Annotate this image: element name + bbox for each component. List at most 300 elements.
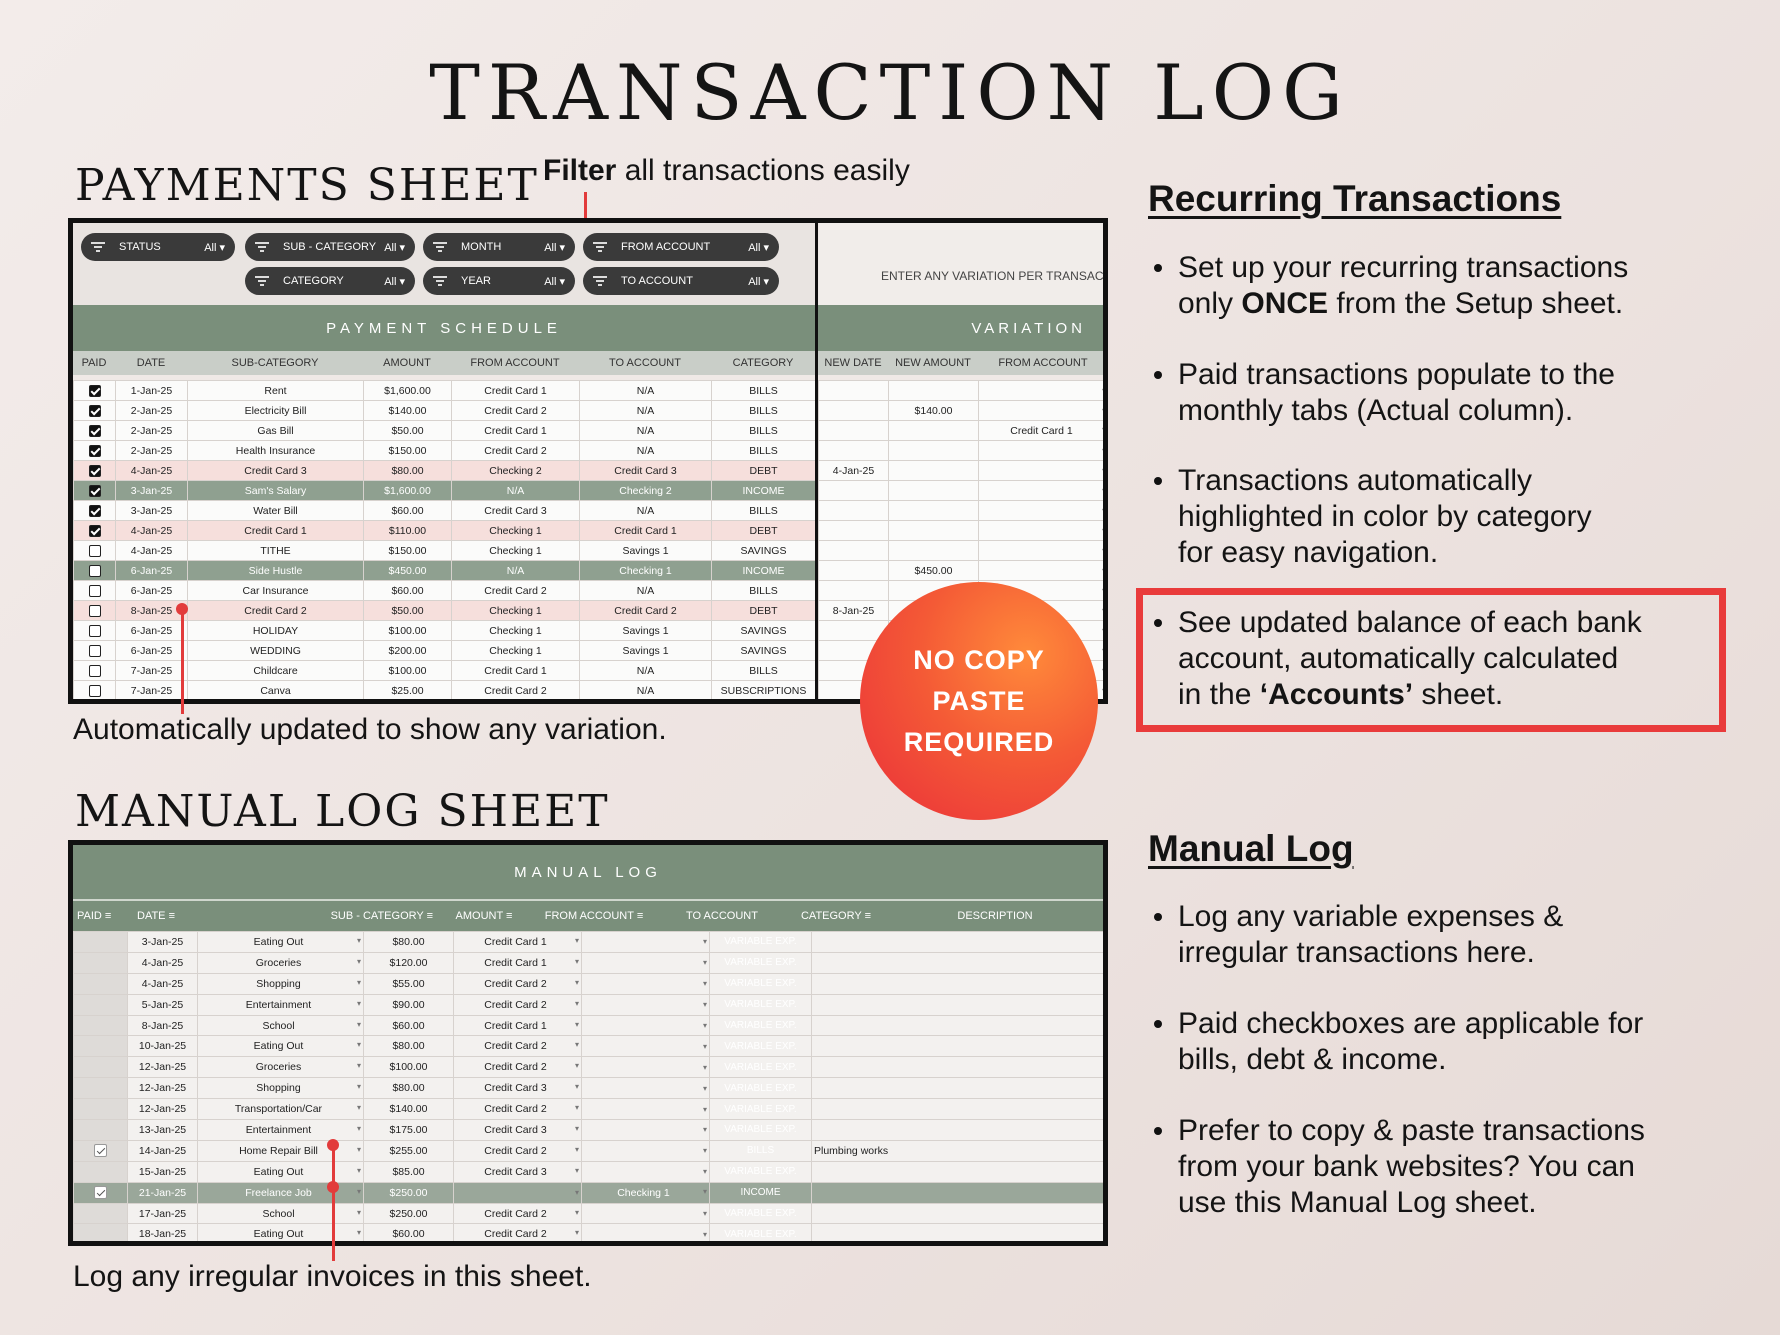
description-cell[interactable] xyxy=(812,1182,1104,1203)
category-cell[interactable]: VARIABLE EXP. xyxy=(710,973,812,994)
chevron-down-icon[interactable]: ▾ xyxy=(356,1144,361,1154)
date-cell[interactable]: 3-Jan-25 xyxy=(116,481,188,501)
chevron-down-icon[interactable]: ▾ xyxy=(356,1186,361,1196)
chevron-down-icon[interactable]: ▾ xyxy=(1101,486,1106,495)
mcol-description[interactable] xyxy=(887,910,1103,922)
chevron-down-icon[interactable]: ▾ xyxy=(356,1103,361,1113)
date-cell[interactable]: 12-Jan-25 xyxy=(128,1099,198,1120)
paid-cell[interactable] xyxy=(74,1224,128,1245)
amount-cell[interactable]: $100.00 xyxy=(364,621,452,641)
paid-cell[interactable] xyxy=(74,1057,128,1078)
amount-cell[interactable]: $25.00 xyxy=(364,681,452,701)
mcol-paid[interactable] xyxy=(73,910,127,922)
amount-cell[interactable]: $60.00 xyxy=(364,581,452,601)
amount-cell[interactable]: $80.00 xyxy=(364,1078,454,1099)
category-cell[interactable]: INCOME xyxy=(710,1182,812,1203)
from-account-cell[interactable] xyxy=(454,1182,582,1203)
paid-checkbox[interactable] xyxy=(89,565,101,577)
new-amount-cell[interactable] xyxy=(889,481,979,501)
variation-from-cell[interactable] xyxy=(979,501,1109,521)
from-account-cell[interactable]: Checking 1 xyxy=(452,641,580,661)
new-amount-cell[interactable]: $140.00 xyxy=(889,401,979,421)
mcol-from-account[interactable] xyxy=(529,910,659,922)
paid-cell[interactable] xyxy=(74,581,116,601)
chevron-down-icon[interactable]: ▾ xyxy=(1101,446,1106,455)
variation-from-cell[interactable] xyxy=(979,521,1109,541)
paid-cell[interactable] xyxy=(74,661,116,681)
paid-cell[interactable] xyxy=(74,994,128,1015)
paid-cell[interactable] xyxy=(74,421,116,441)
paid-cell[interactable] xyxy=(74,1182,128,1203)
to-account-cell[interactable] xyxy=(582,1099,710,1120)
sub-category-cell[interactable] xyxy=(198,1078,364,1099)
category-cell[interactable]: BILLS xyxy=(712,581,816,601)
amount-cell[interactable]: $140.00 xyxy=(364,1099,454,1120)
paid-cell[interactable] xyxy=(74,952,128,973)
sub-category-cell[interactable]: Electricity Bill xyxy=(188,401,364,421)
paid-cell[interactable] xyxy=(74,1015,128,1036)
to-account-cell[interactable]: N/A xyxy=(580,661,712,681)
variation-from-cell[interactable] xyxy=(979,461,1109,481)
sub-category-cell[interactable] xyxy=(198,1203,364,1224)
chevron-down-icon[interactable]: ▾ xyxy=(1101,424,1106,434)
category-cell[interactable]: VARIABLE EXP. xyxy=(710,932,812,953)
category-cell[interactable]: SAVINGS xyxy=(712,641,816,661)
paid-cell[interactable] xyxy=(74,681,116,701)
date-cell[interactable]: 6-Jan-25 xyxy=(116,581,188,601)
to-account-cell[interactable] xyxy=(582,1036,710,1057)
from-account-cell[interactable] xyxy=(454,1161,582,1182)
paid-cell[interactable] xyxy=(74,621,116,641)
paid-checkbox[interactable] xyxy=(89,665,101,677)
description-cell[interactable] xyxy=(812,1120,1104,1141)
from-account-cell[interactable]: Checking 1 xyxy=(452,521,580,541)
amount-cell[interactable]: $50.00 xyxy=(364,601,452,621)
sub-category-cell[interactable]: Credit Card 1 xyxy=(188,521,364,541)
chevron-down-icon[interactable]: ▾ xyxy=(574,1228,579,1238)
paid-cell[interactable] xyxy=(74,1140,128,1161)
date-cell[interactable]: 7-Jan-25 xyxy=(116,661,188,681)
chevron-down-icon[interactable]: ▾ xyxy=(702,1209,707,1219)
sub-category-cell[interactable]: WEDDING xyxy=(188,641,364,661)
date-cell[interactable]: 2-Jan-25 xyxy=(116,441,188,461)
mcol-category[interactable] xyxy=(785,910,887,922)
from-account-cell[interactable]: Credit Card 2 xyxy=(452,401,580,421)
description-cell[interactable] xyxy=(812,994,1104,1015)
date-cell[interactable]: 7-Jan-25 xyxy=(116,681,188,701)
to-account-cell[interactable] xyxy=(582,1120,710,1141)
paid-checkbox[interactable] xyxy=(89,545,101,557)
paid-checkbox[interactable] xyxy=(89,405,101,417)
paid-checkbox[interactable] xyxy=(89,585,101,597)
chevron-down-icon[interactable]: ▾ xyxy=(1101,606,1106,615)
description-cell[interactable] xyxy=(812,1015,1104,1036)
new-date-cell[interactable] xyxy=(819,581,889,601)
chevron-down-icon[interactable]: ▾ xyxy=(1101,526,1106,535)
sub-category-cell[interactable] xyxy=(198,994,364,1015)
chevron-down-icon[interactable]: ▾ xyxy=(574,1165,579,1175)
to-account-cell[interactable] xyxy=(582,932,710,953)
category-cell[interactable]: DEBT xyxy=(712,461,816,481)
from-account-cell[interactable] xyxy=(454,1099,582,1120)
from-account-cell[interactable]: N/A xyxy=(452,481,580,501)
new-date-cell[interactable] xyxy=(819,521,889,541)
paid-checkbox[interactable] xyxy=(89,445,101,457)
to-account-cell[interactable]: N/A xyxy=(580,501,712,521)
category-cell[interactable]: BILLS xyxy=(712,661,816,681)
chevron-down-icon[interactable]: ▾ xyxy=(1101,586,1106,595)
amount-cell[interactable]: $140.00 xyxy=(364,401,452,421)
category-cell[interactable]: BILLS xyxy=(712,441,816,461)
chevron-down-icon[interactable]: ▾ xyxy=(574,1103,579,1113)
date-cell[interactable]: 4-Jan-25 xyxy=(128,952,198,973)
chevron-down-icon[interactable]: ▾ xyxy=(574,956,579,966)
variation-from-cell[interactable] xyxy=(979,561,1109,581)
mcol-amount[interactable] xyxy=(439,910,529,922)
chevron-down-icon[interactable]: ▾ xyxy=(702,1146,707,1156)
date-cell[interactable]: 4-Jan-25 xyxy=(128,973,198,994)
chevron-down-icon[interactable]: ▾ xyxy=(702,979,707,989)
date-cell[interactable]: 12-Jan-25 xyxy=(128,1057,198,1078)
category-cell[interactable]: VARIABLE EXP. xyxy=(710,1036,812,1057)
amount-cell[interactable]: $60.00 xyxy=(364,501,452,521)
chevron-down-icon[interactable]: ▾ xyxy=(574,1123,579,1133)
from-account-cell[interactable] xyxy=(454,1203,582,1224)
category-cell[interactable]: INCOME xyxy=(712,561,816,581)
date-cell[interactable]: 5-Jan-25 xyxy=(128,994,198,1015)
chevron-down-icon[interactable]: ▾ xyxy=(1101,386,1106,395)
new-date-cell[interactable] xyxy=(819,541,889,561)
sub-category-cell[interactable]: Car Insurance xyxy=(188,581,364,601)
date-cell[interactable]: 21-Jan-25 xyxy=(128,1182,198,1203)
sub-category-cell[interactable]: Sam's Salary xyxy=(188,481,364,501)
sub-category-cell[interactable] xyxy=(198,952,364,973)
chevron-down-icon[interactable]: ▾ xyxy=(1101,666,1106,675)
amount-cell[interactable]: $90.00 xyxy=(364,994,454,1015)
variation-from-cell[interactable] xyxy=(979,401,1109,421)
chevron-down-icon[interactable]: ▾ xyxy=(1101,626,1106,635)
variation-from-cell[interactable] xyxy=(979,481,1109,501)
chevron-down-icon[interactable]: ▾ xyxy=(356,935,361,945)
chevron-down-icon[interactable]: ▾ xyxy=(1101,466,1106,475)
category-cell[interactable]: VARIABLE EXP. xyxy=(710,1161,812,1182)
paid-cell[interactable] xyxy=(74,1203,128,1224)
sub-category-cell[interactable]: HOLIDAY xyxy=(188,621,364,641)
date-cell[interactable]: 6-Jan-25 xyxy=(116,621,188,641)
date-cell[interactable]: 18-Jan-25 xyxy=(128,1224,198,1245)
description-cell[interactable] xyxy=(812,1224,1104,1245)
paid-cell[interactable] xyxy=(74,601,116,621)
new-date-cell[interactable] xyxy=(819,481,889,501)
chevron-down-icon[interactable]: ▾ xyxy=(702,1062,707,1072)
chevron-down-icon[interactable]: ▾ xyxy=(574,998,579,1008)
to-account-cell[interactable] xyxy=(582,1078,710,1099)
amount-cell[interactable]: $150.00 xyxy=(364,441,452,461)
chevron-down-icon[interactable]: ▾ xyxy=(574,1207,579,1217)
sub-category-cell[interactable]: Rent xyxy=(188,381,364,401)
paid-checkbox[interactable] xyxy=(89,505,101,517)
to-account-cell[interactable] xyxy=(582,1015,710,1036)
chevron-down-icon[interactable]: ▾ xyxy=(574,977,579,987)
chevron-down-icon[interactable]: ▾ xyxy=(1101,686,1106,695)
description-cell[interactable] xyxy=(812,952,1104,973)
description-cell[interactable] xyxy=(812,1078,1104,1099)
chevron-down-icon[interactable]: ▾ xyxy=(1101,566,1106,575)
new-amount-cell[interactable] xyxy=(889,501,979,521)
to-account-cell[interactable] xyxy=(582,1203,710,1224)
to-account-cell[interactable]: N/A xyxy=(580,381,712,401)
new-amount-cell[interactable] xyxy=(889,461,979,481)
amount-cell[interactable]: $85.00 xyxy=(364,1161,454,1182)
sub-category-cell[interactable]: TITHE xyxy=(188,541,364,561)
category-cell[interactable]: BILLS xyxy=(712,401,816,421)
amount-cell[interactable]: $175.00 xyxy=(364,1120,454,1141)
amount-cell[interactable]: $150.00 xyxy=(364,541,452,561)
paid-checkbox[interactable] xyxy=(89,625,101,637)
sub-category-cell[interactable] xyxy=(198,932,364,953)
sub-category-cell[interactable]: Credit Card 3 xyxy=(188,461,364,481)
category-cell[interactable]: SAVINGS xyxy=(712,541,816,561)
filter-from-account[interactable] xyxy=(583,233,779,261)
paid-cell[interactable] xyxy=(74,1161,128,1182)
new-date-cell[interactable]: 4-Jan-25 xyxy=(819,461,889,481)
from-account-cell[interactable]: Checking 1 xyxy=(452,541,580,561)
amount-cell[interactable]: $120.00 xyxy=(364,952,454,973)
category-cell[interactable]: VARIABLE EXP. xyxy=(710,1057,812,1078)
amount-cell[interactable]: $250.00 xyxy=(364,1203,454,1224)
paid-cell[interactable] xyxy=(74,561,116,581)
sub-category-cell[interactable] xyxy=(198,1099,364,1120)
date-cell[interactable]: 14-Jan-25 xyxy=(128,1140,198,1161)
chevron-down-icon[interactable]: ▾ xyxy=(574,1188,579,1198)
category-cell[interactable]: VARIABLE EXP. xyxy=(710,1203,812,1224)
paid-checkbox[interactable] xyxy=(89,685,101,697)
amount-cell[interactable]: $55.00 xyxy=(364,973,454,994)
category-cell[interactable]: VARIABLE EXP. xyxy=(710,1120,812,1141)
sub-category-cell[interactable]: Side Hustle xyxy=(188,561,364,581)
from-account-cell[interactable]: Credit Card 3 xyxy=(452,501,580,521)
chevron-down-icon[interactable]: ▾ xyxy=(356,1165,361,1175)
from-account-cell[interactable]: Credit Card 2 xyxy=(452,441,580,461)
to-account-cell[interactable] xyxy=(582,1140,710,1161)
date-cell[interactable]: 10-Jan-25 xyxy=(128,1036,198,1057)
from-account-cell[interactable] xyxy=(454,952,582,973)
chevron-down-icon[interactable]: ▾ xyxy=(702,958,707,968)
filter-status[interactable] xyxy=(81,233,235,261)
sub-category-cell[interactable]: Gas Bill xyxy=(188,421,364,441)
date-cell[interactable]: 2-Jan-25 xyxy=(116,401,188,421)
chevron-down-icon[interactable]: ▾ xyxy=(356,956,361,966)
category-cell[interactable]: BILLS xyxy=(710,1140,812,1161)
from-account-cell[interactable]: N/A xyxy=(452,561,580,581)
new-amount-cell[interactable] xyxy=(889,381,979,401)
sub-category-cell[interactable] xyxy=(198,1161,364,1182)
to-account-cell[interactable]: Checking 2 xyxy=(580,481,712,501)
paid-checkbox[interactable] xyxy=(89,485,101,497)
mcol-to-account[interactable] xyxy=(659,910,785,922)
date-cell[interactable]: 15-Jan-25 xyxy=(128,1161,198,1182)
from-account-cell[interactable] xyxy=(454,1140,582,1161)
new-date-cell[interactable] xyxy=(819,441,889,461)
category-cell[interactable]: VARIABLE EXP. xyxy=(710,1015,812,1036)
paid-cell[interactable] xyxy=(74,461,116,481)
sub-category-cell[interactable] xyxy=(198,973,364,994)
paid-checkbox[interactable] xyxy=(89,385,101,397)
chevron-down-icon[interactable]: ▾ xyxy=(356,1019,361,1029)
amount-cell[interactable]: $100.00 xyxy=(364,1057,454,1078)
from-account-cell[interactable] xyxy=(454,1120,582,1141)
chevron-down-icon[interactable]: ▾ xyxy=(1101,546,1106,555)
chevron-down-icon[interactable]: ▾ xyxy=(702,1021,707,1030)
chevron-down-icon[interactable]: ▾ xyxy=(356,1207,361,1217)
amount-cell[interactable]: $60.00 xyxy=(364,1015,454,1036)
date-cell[interactable]: 6-Jan-25 xyxy=(116,641,188,661)
new-amount-cell[interactable] xyxy=(889,421,979,441)
category-cell[interactable]: INCOME xyxy=(712,481,816,501)
new-date-cell[interactable] xyxy=(819,561,889,581)
variation-from-cell[interactable] xyxy=(979,421,1109,441)
to-account-cell[interactable]: N/A xyxy=(580,681,712,701)
to-account-cell[interactable]: Savings 1 xyxy=(580,541,712,561)
chevron-down-icon[interactable]: ▾ xyxy=(702,1229,707,1239)
chevron-down-icon[interactable]: ▾ xyxy=(702,1186,707,1196)
chevron-down-icon[interactable]: ▾ xyxy=(1101,506,1106,515)
to-account-cell[interactable]: Savings 1 xyxy=(580,621,712,641)
to-account-cell[interactable]: N/A xyxy=(580,421,712,441)
category-cell[interactable]: SAVINGS xyxy=(712,621,816,641)
description-cell[interactable] xyxy=(812,1036,1104,1057)
date-cell[interactable]: 8-Jan-25 xyxy=(116,601,188,621)
sub-category-cell[interactable]: Water Bill xyxy=(188,501,364,521)
date-cell[interactable]: 3-Jan-25 xyxy=(116,501,188,521)
from-account-cell[interactable]: Credit Card 1 xyxy=(452,381,580,401)
paid-checkbox[interactable] xyxy=(89,645,101,657)
paid-checkbox[interactable] xyxy=(94,1186,107,1199)
amount-cell[interactable]: $1,600.00 xyxy=(364,381,452,401)
description-cell[interactable] xyxy=(812,1203,1104,1224)
chevron-down-icon[interactable]: ▾ xyxy=(702,1041,707,1051)
from-account-cell[interactable] xyxy=(454,1036,582,1057)
date-cell[interactable]: 1-Jan-25 xyxy=(116,381,188,401)
category-cell[interactable]: SUBSCRIPTIONS xyxy=(712,681,816,701)
date-cell[interactable]: 17-Jan-25 xyxy=(128,1203,198,1224)
to-account-cell[interactable] xyxy=(582,973,710,994)
date-cell[interactable]: 13-Jan-25 xyxy=(128,1120,198,1141)
filter-year[interactable] xyxy=(423,267,575,295)
description-cell[interactable] xyxy=(812,1161,1104,1182)
from-account-cell[interactable]: Checking 2 xyxy=(452,461,580,481)
description-cell[interactable]: Plumbing works xyxy=(812,1140,1104,1161)
sub-category-cell[interactable] xyxy=(198,1057,364,1078)
variation-from-cell[interactable] xyxy=(979,441,1109,461)
from-account-cell[interactable] xyxy=(454,932,582,953)
category-cell[interactable]: VARIABLE EXP. xyxy=(710,1099,812,1120)
mcol-date[interactable] xyxy=(127,910,251,922)
paid-cell[interactable] xyxy=(74,521,116,541)
to-account-cell[interactable]: Checking 1 xyxy=(580,561,712,581)
paid-checkbox[interactable] xyxy=(89,525,101,537)
paid-cell[interactable] xyxy=(74,501,116,521)
paid-checkbox[interactable] xyxy=(89,425,101,437)
sub-category-cell[interactable]: Canva xyxy=(188,681,364,701)
date-cell[interactable]: 12-Jan-25 xyxy=(128,1078,198,1099)
sub-category-cell[interactable]: Childcare xyxy=(188,661,364,681)
category-cell[interactable]: VARIABLE EXP. xyxy=(710,952,812,973)
description-cell[interactable] xyxy=(812,973,1104,994)
category-cell[interactable]: VARIABLE EXP. xyxy=(710,1078,812,1099)
new-date-cell[interactable] xyxy=(819,401,889,421)
amount-cell[interactable]: $80.00 xyxy=(364,1036,454,1057)
mcol-sub-category[interactable] xyxy=(251,910,439,922)
from-account-cell[interactable] xyxy=(454,1057,582,1078)
from-account-cell[interactable] xyxy=(454,994,582,1015)
chevron-down-icon[interactable]: ▾ xyxy=(356,1061,361,1071)
sub-category-cell[interactable] xyxy=(198,1036,364,1057)
category-cell[interactable]: DEBT xyxy=(712,601,816,621)
sub-category-cell[interactable]: Health Insurance xyxy=(188,441,364,461)
chevron-down-icon[interactable]: ▾ xyxy=(702,1104,707,1114)
chevron-down-icon[interactable]: ▾ xyxy=(702,1125,707,1135)
amount-cell[interactable]: $110.00 xyxy=(364,521,452,541)
date-cell[interactable]: 4-Jan-25 xyxy=(116,461,188,481)
to-account-cell[interactable] xyxy=(582,994,710,1015)
chevron-down-icon[interactable]: ▾ xyxy=(574,1019,579,1029)
description-cell[interactable] xyxy=(812,1057,1104,1078)
chevron-down-icon[interactable]: ▾ xyxy=(702,1083,707,1093)
chevron-down-icon[interactable]: ▾ xyxy=(702,937,707,947)
chevron-down-icon[interactable]: ▾ xyxy=(1101,646,1106,655)
chevron-down-icon[interactable]: ▾ xyxy=(356,1040,361,1050)
sub-category-cell[interactable] xyxy=(198,1224,364,1245)
amount-cell[interactable]: $80.00 xyxy=(364,932,454,953)
new-date-cell[interactable]: 8-Jan-25 xyxy=(819,601,889,621)
from-account-cell[interactable]: Checking 1 xyxy=(452,601,580,621)
paid-cell[interactable] xyxy=(74,541,116,561)
chevron-down-icon[interactable]: ▾ xyxy=(356,977,361,987)
date-cell[interactable]: 4-Jan-25 xyxy=(116,521,188,541)
chevron-down-icon[interactable]: ▾ xyxy=(702,1167,707,1177)
paid-cell[interactable] xyxy=(74,1099,128,1120)
chevron-down-icon[interactable]: ▾ xyxy=(702,1000,707,1010)
amount-cell[interactable]: $1,600.00 xyxy=(364,481,452,501)
paid-checkbox[interactable] xyxy=(94,1144,107,1157)
filter-month[interactable] xyxy=(423,233,575,261)
paid-cell[interactable] xyxy=(74,441,116,461)
chevron-down-icon[interactable]: ▾ xyxy=(356,1228,361,1238)
new-date-cell[interactable] xyxy=(819,381,889,401)
description-cell[interactable] xyxy=(812,932,1104,953)
category-cell[interactable]: BILLS xyxy=(712,381,816,401)
chevron-down-icon[interactable]: ▾ xyxy=(574,1040,579,1050)
filter-sub-category[interactable] xyxy=(245,233,415,261)
variation-from-cell[interactable] xyxy=(979,541,1109,561)
date-cell[interactable]: 3-Jan-25 xyxy=(128,932,198,953)
sub-category-cell[interactable] xyxy=(198,1015,364,1036)
new-amount-cell[interactable]: $450.00 xyxy=(889,561,979,581)
from-account-cell[interactable] xyxy=(454,1015,582,1036)
chevron-down-icon[interactable]: ▾ xyxy=(574,1082,579,1092)
description-cell[interactable] xyxy=(812,1099,1104,1120)
date-cell[interactable]: 2-Jan-25 xyxy=(116,421,188,441)
chevron-down-icon[interactable]: ▾ xyxy=(356,1082,361,1092)
to-account-cell[interactable]: Credit Card 1 xyxy=(580,521,712,541)
chevron-down-icon[interactable]: ▾ xyxy=(356,998,361,1008)
new-date-cell[interactable] xyxy=(819,501,889,521)
paid-cell[interactable] xyxy=(74,481,116,501)
to-account-cell[interactable] xyxy=(582,1182,710,1203)
new-date-cell[interactable] xyxy=(819,421,889,441)
paid-checkbox[interactable] xyxy=(89,465,101,477)
